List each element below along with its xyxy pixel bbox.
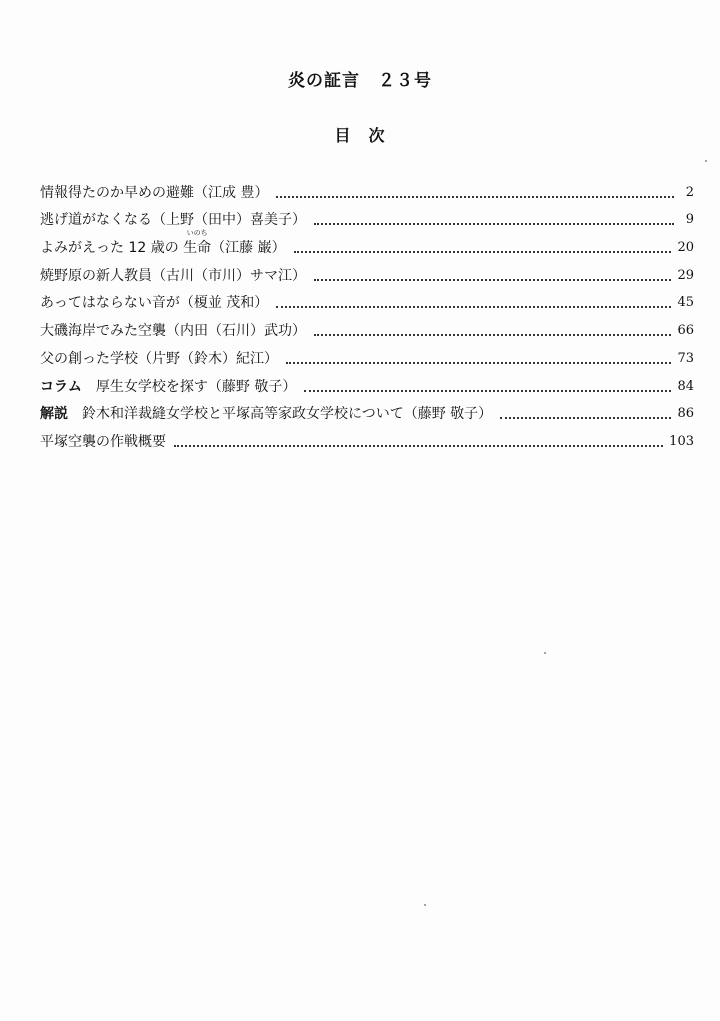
toc-dot-leader xyxy=(314,279,671,281)
toc-entry-title: 平塚空襲の作戦概要 xyxy=(40,433,166,450)
scan-speck xyxy=(544,652,546,654)
toc-dot-leader xyxy=(314,334,671,336)
toc-dot-leader xyxy=(174,445,663,447)
toc-dot-leader xyxy=(314,223,674,225)
toc-dot-leader xyxy=(276,306,671,308)
toc-page-number: 73 xyxy=(677,350,694,366)
toc-entry-title: 逃げ道がなくなる（上野（田中）喜美子） xyxy=(40,212,306,229)
scan-speck xyxy=(424,904,426,906)
toc-page-number: 84 xyxy=(677,378,694,394)
toc-entry xyxy=(40,202,694,230)
toc-page-number: 86 xyxy=(677,406,694,422)
ruby-reading: いのち xyxy=(186,229,208,238)
toc-entry-title: 解説 鈴木和洋裁縫女学校と平塚高等家政女学校について（藤野 敬子） xyxy=(40,406,493,423)
toc-page-number: 103 xyxy=(669,433,694,449)
scan-speck xyxy=(705,160,707,162)
toc-dot-leader xyxy=(294,251,672,253)
toc-page-number: 9 xyxy=(685,212,694,228)
toc-entry xyxy=(40,423,694,451)
toc-page-number: 66 xyxy=(677,323,694,339)
toc-entry xyxy=(40,285,694,313)
toc-page-number: 29 xyxy=(677,267,694,283)
toc-dot-leader xyxy=(286,362,671,364)
toc-dot-leader xyxy=(500,417,671,419)
toc-entry-category: 解説 xyxy=(40,406,68,423)
toc-page-number: 2 xyxy=(685,184,694,200)
toc-entry-title: 大磯海岸でみた空襲（内田（石川）武功） xyxy=(40,323,306,340)
toc-entry xyxy=(40,368,694,396)
table-of-contents-heading: 目 次 xyxy=(334,126,386,145)
toc-entry xyxy=(40,229,694,257)
toc-entry-title: 情報得たのか早めの避難（江成 豊） xyxy=(40,184,269,201)
toc-dot-leader xyxy=(276,196,674,198)
document-title: 炎の証言 ２３号 xyxy=(288,71,432,91)
toc-page-number: 20 xyxy=(677,240,694,256)
toc-entry-category: コラム xyxy=(40,378,82,395)
toc-dot-leader xyxy=(304,390,671,392)
toc-page-number: 45 xyxy=(677,295,694,311)
toc-entry xyxy=(40,340,694,368)
toc-entry-title: よみがえった 12 歳の いのち 生命（江藤 巌） xyxy=(40,229,286,257)
toc-entry xyxy=(40,257,694,285)
toc-entry xyxy=(40,174,694,202)
ruby-annotated-word: いのち 生命 xyxy=(183,229,212,257)
toc-entry-title: コラム 厚生女学校を探す（藤野 敬子） xyxy=(40,378,297,395)
toc-entry xyxy=(40,396,694,424)
toc-entry xyxy=(40,312,694,340)
toc-entry-title: 焼野原の新人教員（古川（市川）サマ江） xyxy=(40,267,306,284)
toc-entry-title: 父の創った学校（片野（鈴木）紀江） xyxy=(40,350,278,367)
toc-entry-title: あってはならない音が（榎並 茂和） xyxy=(40,295,269,312)
table-of-contents xyxy=(40,174,694,451)
